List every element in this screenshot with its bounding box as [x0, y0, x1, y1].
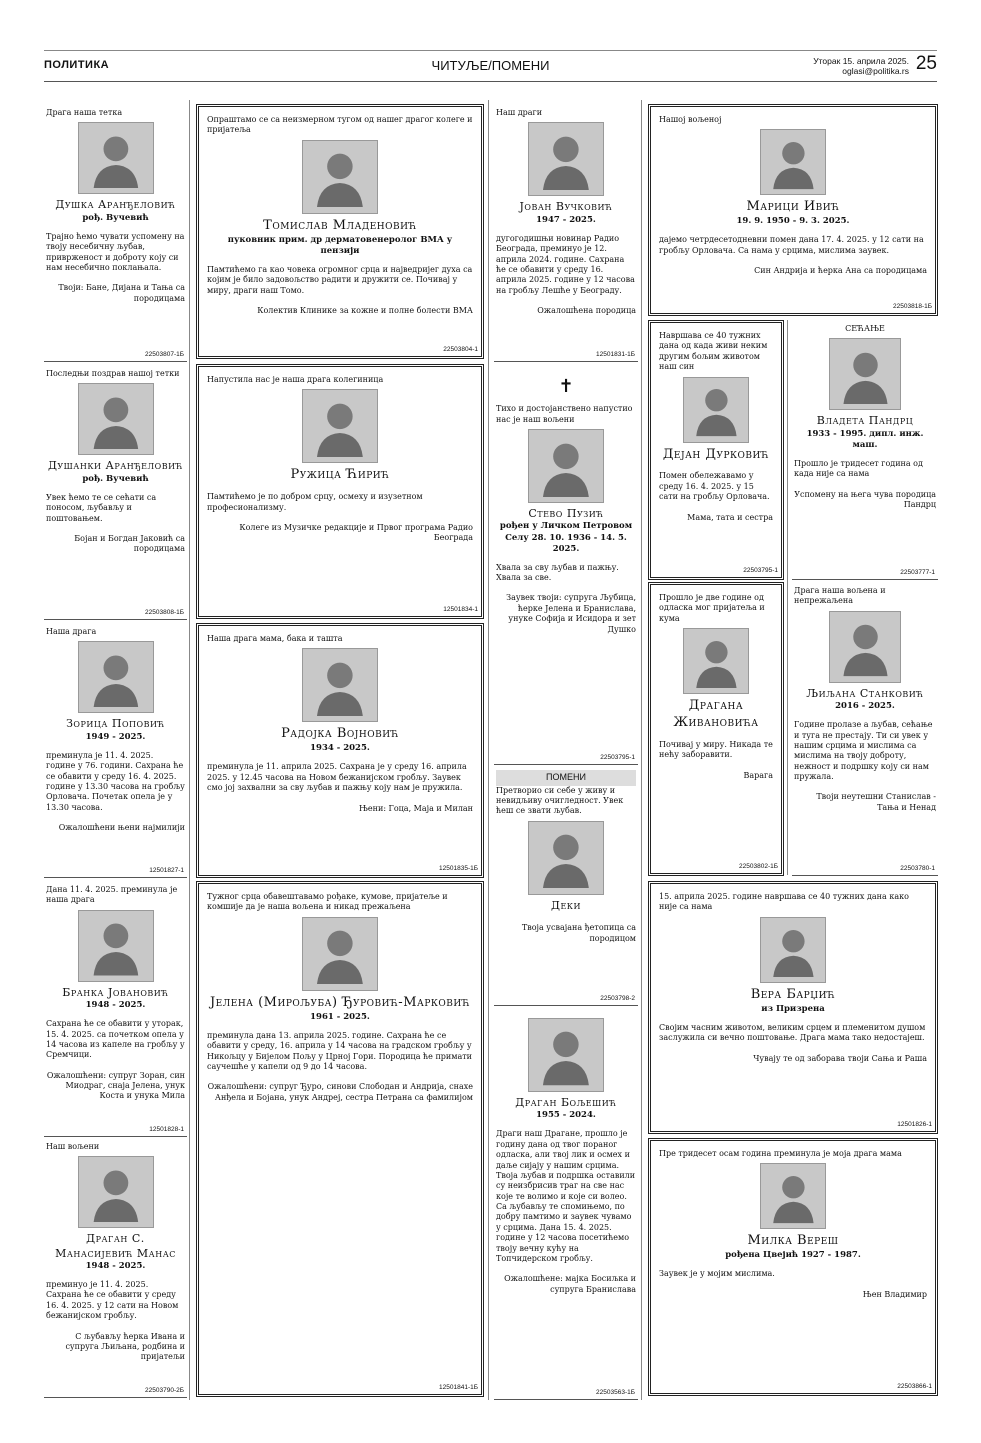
portrait-photo [302, 917, 378, 991]
portrait-photo [683, 628, 749, 694]
obituary-notice [494, 766, 638, 1006]
column-divider [488, 100, 489, 1400]
notice-code: 22503818-1Б [893, 302, 932, 310]
notice-intro: Нашој вољеној [659, 115, 722, 124]
notice-code: 22503866-1 [897, 1382, 932, 1390]
notice-text: Трајно ћемо чувати успомену на твоју несебичну љубав, привржeност и доброту коју си нам несебично поклањала. [46, 231, 185, 272]
notice-signature: Њен Владимир [862, 1289, 927, 1299]
portrait-silhouette [771, 923, 816, 977]
obituary-notice [494, 104, 638, 362]
portrait-silhouette [314, 923, 366, 984]
notice-intro: Тихо и достојанствено напустио нас је наш вољени [496, 404, 633, 424]
notice-code: 12501831-1Б [596, 350, 635, 358]
portrait-silhouette [540, 1024, 592, 1085]
notice-code: 22503804-1 [443, 345, 478, 353]
notice-intro: 15. априла 2025. године навршава се 40 тужних дана како није са нама [659, 892, 909, 912]
obituary-notice [196, 623, 484, 878]
notice-dates: 1948 - 2025. [85, 1000, 146, 1011]
notice-signature: Ожалошћени: супруг Ђуро, синови Слободан и Андрија, снахе Анђела и Бојана, унук Андреј, сестра Петрана са фамилијом [207, 1082, 473, 1102]
notice-code: 22503795-1 [743, 566, 778, 574]
notice-dates: рођен у Личком Петровом Селу 28. 10. 1936 - 14. 5. 2025. [499, 521, 633, 554]
deceased-name: Милка Вереш [747, 1233, 839, 1249]
portrait-photo [528, 122, 604, 196]
portrait-photo [302, 389, 378, 463]
column-divider [787, 320, 788, 875]
notice-intro: Наша драга [46, 627, 97, 636]
portrait-photo [683, 377, 749, 443]
obituary-notice [648, 320, 784, 580]
notice-intro: Наша драга мама, бака и ташта [207, 634, 343, 643]
notice-code: 12501834-1 [443, 605, 478, 613]
portrait-silhouette [540, 827, 592, 888]
portrait-silhouette [841, 345, 890, 405]
notice-signature: Твоји: Бане, Дијана и Тања са породицама [58, 283, 185, 303]
notice-intro: Опраштамо се са неизмерном тугом од нашег драгог колеге и пријатеља [207, 115, 473, 135]
obituary-notice [44, 365, 187, 620]
notice-code: 22503795-1 [600, 753, 635, 761]
section-title: ЧИТУЉЕ/ПОМЕНИ [431, 58, 550, 73]
page-header [44, 50, 937, 82]
notice-intro: Напустила нас је наша драга колегиница [207, 375, 384, 384]
notice-intro: Прошло је две године од одласка мог пријатеља и кума [659, 593, 765, 623]
notice-text: Помен обележавамо у среду 16. 4. 2025. у 15 сати на гробљу Орловача. [659, 471, 770, 502]
notice-signature: Ожалошћени њени најмилији [58, 823, 185, 833]
notice-dates: 19. 9. 1950 - 9. 3. 2025. [736, 216, 850, 227]
portrait-silhouette [90, 129, 142, 189]
notice-signature: Заувек твоји: супруга Љубица, ћерке Јелена и Бранислава, унуке Софија и Исидора и зет Душко [506, 593, 636, 634]
notice-dates: рођена Цвејић 1927 - 1987. [725, 1250, 861, 1261]
obituary-notice [792, 320, 938, 580]
obituary-notice [44, 881, 187, 1137]
obituary-notice [44, 623, 187, 878]
notice-dates: рођ. Вучевић [82, 473, 149, 484]
notice-signature: Мама, тата и сестра [687, 512, 773, 522]
obituary-notice [196, 104, 484, 359]
deceased-name: Марици Ивић [746, 199, 840, 215]
deceased-name: Бранка Јовановић [62, 985, 169, 999]
portrait-silhouette [90, 648, 142, 708]
notice-text: Прошло је тридесет година од када није са нама [794, 458, 923, 479]
notice-dates: из Призрена [761, 1003, 825, 1014]
deceased-name: Владета Пандрц [816, 414, 914, 428]
portrait-silhouette [771, 135, 816, 189]
notice-text: Године пролазе а љубав, сећање и туга не престају. Ти си увек у нашим срцима и мислима са мислима на твоју доброту, нежност и подршку коју си нам пружала. [794, 720, 933, 782]
notice-code: 12501841-1Б [439, 1383, 478, 1391]
portrait-photo [78, 1156, 154, 1228]
notice-text: преминула дана 13. априла 2025. године. Сахрана ће се обавити у среду, 16. априла у 14 часова на градском гробљу у Никољцу у Бијелом Пољу у Црној Гори. Породица ће примати саучешће у капели од 9 до 14 часова. [207, 1030, 472, 1071]
portrait-photo [78, 910, 154, 982]
deceased-name: Душка Аранђеловић [55, 198, 176, 212]
obituary-notice [494, 365, 638, 765]
notice-signature: Ожалошћене: мајка Босиљка и супруга Бранислава [504, 1274, 636, 1294]
deceased-name: Душанки Аранђеловић [47, 459, 184, 473]
deceased-name: Драгана Живановића [673, 698, 759, 731]
portrait-silhouette [841, 617, 890, 677]
portrait-silhouette [314, 146, 366, 207]
masthead-logo: ПОЛИТИКА [44, 59, 110, 71]
notice-text: Увек ћемо те се сећати са поносом, љубављу и поштовањем. [46, 492, 157, 523]
notice-code: 22503777-1 [900, 568, 935, 576]
notice-code: 22503798-2 [600, 994, 635, 1002]
notice-text: преминула је 11. 4. 2025. године у 76. години. Сахрана ће се обавити у среду 16. 4. 2025. године у 13.30 часова на гробљу Орловача. Почетак опела је у 13.30 часова. [46, 750, 185, 812]
obituary-notice [648, 1138, 938, 1396]
notice-intro: Тужног срца обавештавамо рођаке, кумове, пријатеље и комшије да је наша вољена и никад прежаљена [207, 892, 448, 912]
deceased-name: Љиљана Станковић [806, 686, 924, 700]
notice-dates: рођ. Вучевић [82, 212, 149, 223]
deceased-name: Дејан Дурковић [662, 446, 770, 462]
notice-intro: Навршава се 40 тужних дана од када живи неким другим бољим животом наш син [659, 331, 768, 372]
date-block [813, 56, 909, 76]
notice-signature: Њени: Гоца, Маја и Милан [358, 803, 473, 813]
deceased-name: Стево Пузић [528, 507, 604, 521]
contact-email[interactable]: oglasi@politika.rs [842, 66, 909, 76]
notice-signature: Успомену на њега чува породица Пандрц [794, 489, 936, 509]
column-divider [641, 100, 642, 1400]
notice-code: 22503780-1 [900, 864, 935, 872]
notice-dates: 1949 - 2025. [85, 731, 146, 742]
deceased-name: Драган С. Манасијевић Манас [55, 1232, 176, 1260]
portrait-silhouette [694, 382, 739, 436]
portrait-photo [528, 1018, 604, 1092]
portrait-photo [760, 917, 826, 983]
deceased-name: Вера Барџић [750, 986, 836, 1002]
obituary-notice [648, 582, 784, 876]
notice-code: 12501826-1 [897, 1120, 932, 1128]
portrait-photo [78, 122, 154, 194]
obituary-notice [44, 104, 187, 362]
notice-dates: 1961 - 2025. [310, 1011, 370, 1022]
notice-text: преминула је 11. априла 2025. Сахрана је у среду 16. априла 2025. у 12.45 часова на Новом бежанијском гробљу. Заувек смо јој захвални за сву љубав и пажњу коју нам је пружила. [207, 762, 467, 793]
portrait-photo [829, 611, 901, 683]
notice-text: преминуо је 11. 4. 2025. Сахрана ће се обавити у среду 16. 4. 2025. у 12 сати на Новом бежанијском гробљу. [46, 1280, 179, 1321]
portrait-silhouette [540, 436, 592, 497]
portrait-photo [528, 821, 604, 895]
deceased-name: Јелена (Мирољуба) Ђуровић-Марковић [209, 994, 471, 1010]
notice-text: Почивај у миру. Никада те нећу заборавити. [659, 739, 773, 760]
portrait-photo [302, 140, 378, 214]
portrait-photo [528, 429, 604, 503]
notice-signature: С љубављу ћерка Ивана и супруга Љиљана, родбина и пријатељи [65, 1331, 185, 1362]
notice-intro: Дана 11. 4. 2025. преминула је наша драга [46, 885, 178, 905]
obituary-notice [648, 104, 938, 316]
notice-signature: Колеге из Музичке редакције и Првог програма Радио Београда [239, 523, 473, 543]
notice-code: 12501827-1 [149, 866, 184, 874]
notice-code: 12501835-1Б [439, 864, 478, 872]
portrait-photo [760, 129, 826, 195]
deceased-name: Деки [551, 898, 581, 912]
portrait-photo [302, 648, 378, 722]
notice-intro: СЕЋАЊЕ [845, 324, 885, 333]
page-number: 25 [915, 53, 937, 74]
portrait-silhouette [314, 396, 366, 457]
notice-code: 22503563-1Б [596, 1388, 635, 1396]
notice-code: 12501828-1 [149, 1125, 184, 1133]
notice-intro: Наш драги [496, 108, 543, 117]
portrait-photo [829, 338, 901, 410]
portrait-photo [760, 1163, 826, 1229]
portrait-silhouette [314, 655, 366, 716]
obituary-notice [792, 582, 938, 876]
notice-text: Хвала за сву љубав и пажњу. Хвала за све. [496, 562, 619, 582]
notice-signature: Бојан и Богдан Јаковић са породицама [74, 533, 185, 554]
notice-text: Памтићемо га као човека огромног срца и наjведријег духа са којим је било задовољство радити и дружити се. Почивај у миру, драги наш Томо. [207, 264, 473, 295]
portrait-silhouette [540, 129, 592, 190]
notice-intro: Наш вољени [46, 1142, 100, 1151]
issue-date: Уторак 15. априла 2025. [813, 56, 909, 66]
notice-signature: Твоји неутешни Станислав - Тања и Ненад [816, 792, 936, 812]
notice-dates: 1947 - 2025. [536, 214, 596, 225]
notice-signature: Колектив Клинике за кожне и полне болести ВМА [257, 305, 473, 315]
notice-text: Својим часним животом, великим срцем и племенитом душом заслужила си вечно поштовање. Драга мама тако недостајеш. [659, 1022, 926, 1043]
obituary-notice [648, 881, 938, 1134]
notice-intro: Пре тридесет осам година преминула је моја драга мама [659, 1149, 902, 1158]
deceased-name: Ружица Ћирић [290, 467, 390, 483]
notice-code: 22503790-2Б [145, 1386, 184, 1394]
deceased-name: Зорица Поповић [66, 717, 165, 731]
obituary-notice [196, 364, 484, 619]
notice-dates: пуковник прим. др дерматовенеролог ВМА у пензији [227, 234, 453, 256]
deceased-name: Јован Вучковић [519, 200, 613, 214]
notice-signature: Син Андрија и ћерка Ана са породицама [754, 266, 927, 276]
notice-text: Сахрана ће се обавити у уторак, 15. 4. 2025. са почетком опела у 14 часова из капеле на гробљу у Сремчици. [46, 1019, 185, 1060]
obituary-notice [494, 1010, 638, 1400]
notice-text: дајемо четрдесетодневни помен дана 17. 4. 2025. у 12 сати на гробљу Орловача. Са нама у срцима, мислима заувек. [659, 235, 924, 255]
notice-intro: Претворио си себе у живу и невидљиву очигледност. Увек ћеш се звати љубав. [496, 785, 624, 816]
deceased-name: Томислав Младеновић [263, 217, 417, 233]
portrait-silhouette [90, 1163, 142, 1223]
notice-code: 22503807-1Б [145, 350, 184, 358]
notice-dates: 1948 - 2025. [85, 1260, 146, 1271]
notice-dates: 1955 - 2024. [536, 1110, 596, 1121]
column-divider [189, 100, 190, 1400]
notice-code: 22503802-1Б [739, 862, 778, 870]
obituary-notice [44, 1138, 187, 1398]
notice-signature: Варага [743, 770, 773, 780]
notice-signature: Твоја усвајана ђетопица са породицом [521, 923, 636, 943]
notice-signature: Ожалошћена породица [537, 306, 636, 316]
notice-dates: 1933 - 1995. дипл. инж. маш. [806, 428, 924, 450]
notice-text: Памтићемо је по добром срцу, осмеху и изузетном професионализму. [207, 492, 423, 512]
portrait-silhouette [90, 916, 142, 976]
notice-code: 22503808-1Б [145, 608, 184, 616]
deceased-name: Драган Бољешић [515, 1096, 617, 1109]
notice-intro: Драга наша тетка [46, 108, 123, 117]
notice-dates: 2016 - 2025. [835, 701, 895, 712]
notice-text: Заувек је у мојим мислима. [659, 1269, 775, 1279]
notice-intro: Последњи поздрав нашој тетки [46, 369, 180, 378]
deceased-name: Радојка Војновић [281, 726, 399, 742]
portrait-silhouette [771, 1169, 816, 1223]
portrait-silhouette [694, 634, 739, 688]
orthodox-cross-icon: ✝ [558, 376, 574, 397]
obituary-notice [196, 881, 484, 1397]
portrait-silhouette [90, 390, 142, 450]
notice-dates: 1934 - 2025. [310, 743, 370, 754]
notice-signature: Ожалошћени: супруг Зоран, син Миодраг, снаја Јелена, унук Коста и унука Мила [46, 1070, 185, 1101]
section-label-pomeni: ПОМЕНИ [496, 770, 636, 786]
portrait-photo [78, 641, 154, 713]
notice-text: дугогодишњи новинар Радио Београда, преминуо је 12. априла 2024. године. Сахрана ће се обавити у среду 16. априла 2025. године у 12 часова на гробљу Лешће у Београду. [496, 233, 635, 295]
notice-text: Драги наш Драгане, прошло је годину дана од твог пораног одласка, али твој лик и осмех и даље сијају у нашим срцима. Твоја љубав и подршка оставили су неизбрисив траг на све нас које те волимо и које си волео. Са љубављу те спомињемо, по добру памтимо и заувек чувамо у срцима. Дана 15. 4. 2025. године у 12 часова посетићемо твоју вечну кућу на Топчидерском гробљу. [496, 1129, 636, 1264]
notice-signature: Чуваjу те од заборава твоји Сања и Раша [753, 1053, 927, 1063]
notice-intro: Драга наша вољена и непрежаљена [794, 586, 886, 606]
portrait-photo [78, 383, 154, 455]
